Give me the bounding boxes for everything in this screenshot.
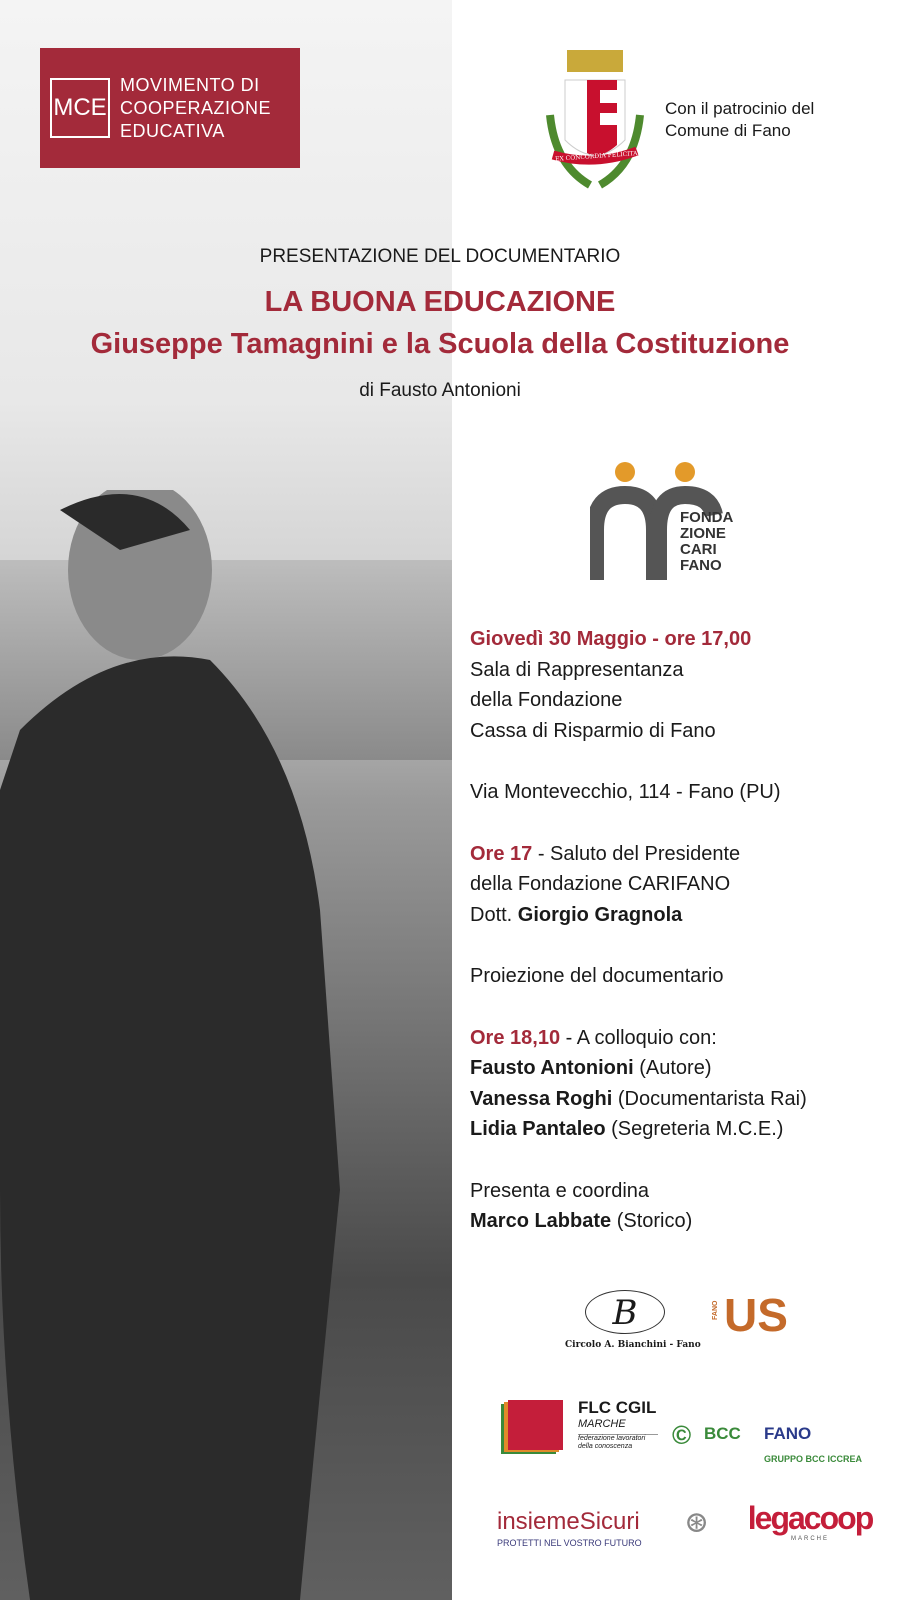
name: Giorgio Gragnola [517,903,683,926]
flc-desc: federazione lavoratori della conoscenza [578,1434,658,1451]
time: Ore 17 [470,842,533,865]
swirl-logo-icon: ⊛ [684,1505,710,1540]
moderator-label: Presenta e coordina [470,1179,650,1202]
doc-subtitle: Giuseppe Tamagnini e la Scuola della Costituzione [90,328,790,360]
venue-line: Sala di Rappresentanza [470,658,684,681]
speaker [470,1053,807,1084]
moderator [470,1206,807,1237]
logo-text: ZIONE [680,525,726,542]
doc-author: di Fausto Antonioni [359,380,521,401]
insieme-text: insiemeSicuri [497,1508,640,1535]
insieme-sub: PROTETTI NEL VOSTRO FUTURO [497,1538,642,1548]
kicker: PRESENTAZIONE DEL DOCUMENTARIO [259,246,621,267]
legacoop-sub: MARCHE [790,1536,829,1542]
insiemesicuri-logo [497,1508,677,1563]
doc-title: LA BUONA EDUCAZIONE [264,286,616,318]
name: Fausto Antonioni [470,1057,634,1079]
bcc-mark-icon: © [672,1420,692,1450]
flc-title: FLC CGIL [578,1398,657,1417]
mce-line: COOPERAZIONE [120,97,272,118]
mce-mark: MCE [50,78,110,138]
us-logo [712,1284,788,1346]
man-silhouette [0,490,340,1600]
president [470,900,807,931]
venue-line: della Fondazione [470,689,623,711]
logo-text: FONDA [680,509,734,526]
venue-line: Cassa di Risparmio di Fano [470,719,716,742]
crest-motto: EX CONCORDIA FELICITAS [554,149,642,163]
flc-cgil-logo [490,1400,660,1455]
mce-line: EDUCATIVA [120,120,225,141]
bcc-fano-text: FANO [764,1424,812,1443]
patronage-line: Con il patrocinio del [665,99,815,118]
bianchini-text: Circolo A. Bianchini - Fano [565,1340,701,1350]
speaker [470,1084,807,1115]
us-mark: US [724,1289,788,1341]
address: Via Montevecchio, 114 - Fano (PU) [470,781,781,803]
name: Marco Labbate [470,1210,612,1232]
patronage-line: Comune di Fano [665,121,791,140]
us-small: FANO [712,1300,719,1320]
flc-sub: MARCHE [578,1418,626,1430]
logo-text: FANO [680,557,722,574]
event-date: Giovedì 30 Maggio - ore 17,00 [470,628,752,650]
bcc-fano-logo [672,1420,882,1474]
role: (Autore) [633,1057,712,1079]
mce-logo [40,48,300,168]
role: (Storico) [611,1210,693,1232]
time: Ore 18,10 [470,1026,561,1049]
fano-crest-icon [545,45,645,195]
projection: Proiezione del documentario [470,965,724,987]
speaker [470,1114,807,1145]
mce-line: MOVIMENTO DI [120,74,260,95]
bcc-text: BCC [704,1424,741,1443]
logo-text: CARI [680,541,717,558]
program-item-1 [470,839,807,870]
event-info [470,624,807,1237]
bianchini-logo: B Circolo A. Bianchini - Fano [565,1290,685,1350]
bcc-group: GRUPPO BCC ICCREA [764,1454,863,1464]
program-item-2 [470,1023,807,1054]
role: (Documentarista Rai) [612,1087,807,1110]
program-line: della Fondazione CARIFANO [470,873,731,895]
text: - Saluto del Presidente [532,842,741,865]
fondazione-carifano-logo [590,460,760,590]
legacoop-text: legacoop [747,1500,873,1536]
text: - A colloquio con: [560,1026,717,1049]
patronage-text [665,98,814,142]
name: Vanessa Roghi [470,1087,613,1110]
name: Lidia Pantaleo [470,1118,606,1140]
legacoop-logo [740,1500,880,1542]
title: Dott. [470,903,518,926]
role: (Segreteria M.C.E.) [605,1118,784,1140]
